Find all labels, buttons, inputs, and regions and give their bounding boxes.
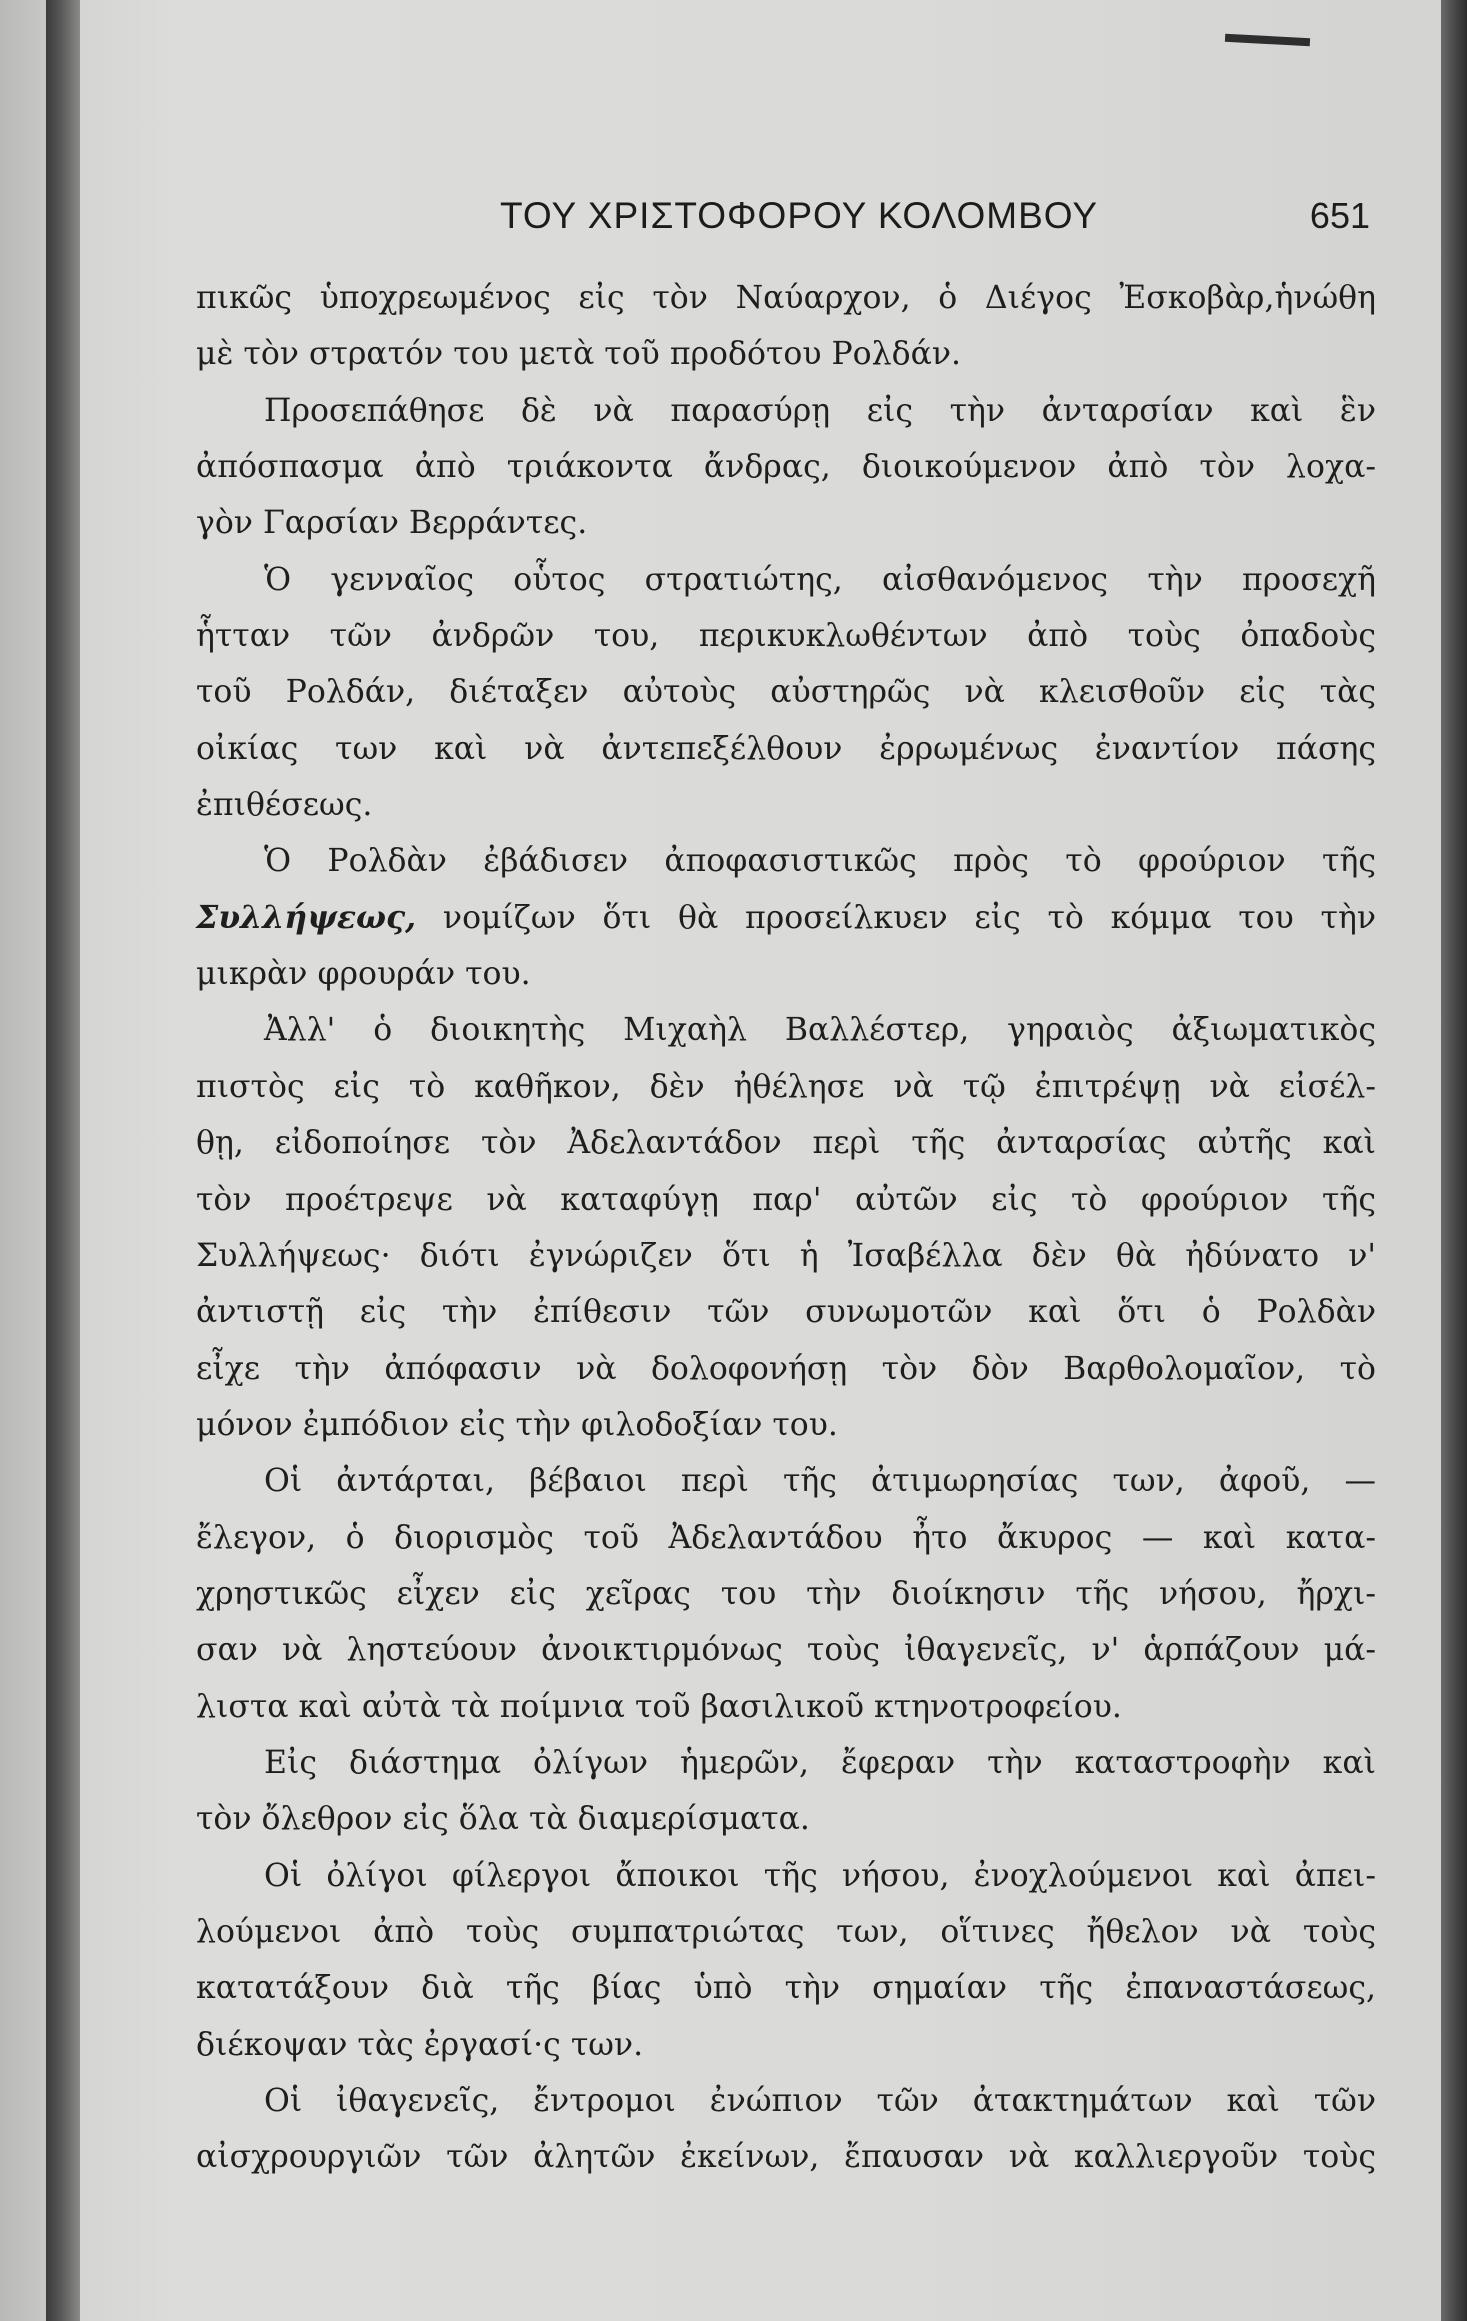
- line-text: διέκοψαν τὰς ἐργασί·ς των.: [196, 2026, 644, 2063]
- line-text: Ὁ Ρολδὰν ἐβάδισεν ἀποφασιστικῶς πρὸς τὸ φρούριον τῆς: [264, 843, 1376, 880]
- line-text: οἰκίας των καὶ νὰ ἀντεπεξέλθουν ἐρρωμένως ἐναντίον πάσης: [196, 730, 1376, 767]
- text-line: [196, 495, 1376, 551]
- text-line: [196, 552, 1376, 608]
- line-text: εἶχε τὴν ἀπόφασιν νὰ δολοφονήσῃ τὸν δὸν Βαρθολομαῖον, τὸ: [196, 1350, 1376, 1387]
- text-line: [196, 1284, 1376, 1340]
- line-text: μόνον ἐμπόδιον εἰς τὴν φιλοδοξίαν του.: [196, 1406, 838, 1443]
- line-text: λιστα καὶ αὐτὰ τὰ ποίμνια τοῦ βασιλικοῦ κτηνοτροφείου.: [196, 1688, 1122, 1725]
- line-text: τὸν προέτρεψε νὰ καταφύγῃ παρ' αὐτῶν εἰς τὸ φρούριον τῆς: [196, 1181, 1376, 1218]
- text-line: [196, 946, 1376, 1002]
- text-line: [196, 1566, 1376, 1622]
- text-line: [196, 2129, 1376, 2185]
- binding-edge: [0, 0, 46, 2321]
- line-text: σαν νὰ ληστεύουν ἀνοικτιρμόνως τοὺς ἰθαγενεῖς, ν' ἁρπάζουν μά-: [196, 1632, 1376, 1669]
- text-line: [196, 833, 1376, 889]
- line-text: κατατάξουν διὰ τῆς βίας ὑπὸ τὴν σημαίαν τῆς ἐπαναστάσεως,: [196, 1970, 1376, 2007]
- running-title: ΤΟΥ ΧΡΙΣΤΟΦΟΡΟΥ ΚΟΛΟΜΒΟΥ: [500, 195, 1099, 236]
- italic-word: Συλλήψεως,: [196, 898, 417, 936]
- line-text: πιστὸς εἰς τὸ καθῆκον, δὲν ἠθέλησε νὰ τῷ ἐπιτρέψῃ νὰ εἰσέλ-: [196, 1068, 1376, 1105]
- text-line: [196, 383, 1376, 439]
- text-line: [196, 1960, 1376, 2016]
- line-text: νομίζων ὅτι θὰ προσείλκυεν εἰς τὸ κόμμα του τὴν: [416, 899, 1376, 936]
- line-text: αἰσχρουργιῶν τῶν ἀλητῶν ἐκείνων, ἔπαυσαν νὰ καλλιεργοῦν τοὺς: [196, 2139, 1376, 2176]
- line-text: τοῦ Ρολδάν, διέταξεν αὐτοὺς αὐστηρῶς νὰ κλεισθοῦν εἰς τὰς: [196, 674, 1376, 711]
- line-text: Ἀλλ' ὁ διοικητὴς Μιχαὴλ Βαλλέστερ, γηραιὸς ἀξιωματικὸς: [264, 1012, 1376, 1049]
- right-page-edge: [1441, 0, 1467, 2321]
- text-line: [196, 1453, 1376, 1509]
- line-text: θῃ, εἰδοποίησε τὸν Ἀδελαντάδον περὶ τῆς ἀνταρσίας αὐτῆς καὶ: [196, 1125, 1376, 1162]
- line-text: Οἱ ἰθαγενεῖς, ἔντρομοι ἐνώπιον τῶν ἀτακτημάτων καὶ τῶν: [264, 2083, 1376, 2119]
- text-line: [196, 1002, 1376, 1058]
- text-line: [196, 1397, 1376, 1453]
- line-text: λούμενοι ἀπὸ τοὺς συμπατριώτας των, οἵτινες ἤθελον νὰ τοὺς: [196, 1913, 1376, 1950]
- text-line: [196, 777, 1376, 833]
- line-text: ἧτταν τῶν ἀνδρῶν του, περικυκλωθέντων ἀπὸ τοὺς ὀπαδοὺς: [196, 618, 1376, 655]
- text-line: [196, 664, 1376, 720]
- text-line: [196, 1115, 1376, 1171]
- line-text: Ὁ γενναῖος οὗτος στρατιώτης, αἰσθανόμενος τὴν προσεχῆ: [264, 561, 1376, 598]
- page-number: 651: [1309, 195, 1370, 236]
- line-text: Προσεπάθησε δὲ νὰ παρασύρῃ εἰς τὴν ἀνταρσίαν καὶ ἓν: [264, 392, 1376, 429]
- text-line: [196, 1904, 1376, 1960]
- line-text: Οἱ ὀλίγοι φίλεργοι ἄποικοι τῆς νήσου, ἐνοχλούμενοι καὶ ἀπει-: [264, 1857, 1376, 1894]
- text-line: [196, 1059, 1376, 1115]
- line-text: γὸν Γαρσίαν Βερράντες.: [196, 505, 588, 542]
- line-text: ἔλεγον, ὁ διορισμὸς τοῦ Ἀδελαντάδου ἦτο ἄκυρος — καὶ κατα-: [196, 1519, 1376, 1556]
- text-line: [196, 2073, 1376, 2129]
- page-header: [190, 195, 1390, 245]
- line-text: χρηστικῶς εἶχεν εἰς χεῖρας του τὴν διοίκησιν τῆς νήσου, ἤρχι-: [196, 1575, 1376, 1612]
- line-text: πικῶς ὑποχρεωμένος εἰς τὸν Ναύαρχον, ὁ Διέγος Ἐσκοβὰρ,ἡνώθη: [196, 280, 1376, 316]
- text-line: [196, 721, 1376, 777]
- text-line: [196, 270, 1376, 326]
- line-text: μικρὰν φρουράν του.: [196, 956, 531, 993]
- line-text: τὸν ὄλεθρον εἰς ὅλα τὰ διαμερίσματα.: [196, 1801, 810, 1838]
- text-line: [196, 439, 1376, 495]
- line-text: μὲ τὸν στρατόν του μετὰ τοῦ προδότου Ρολδάν.: [196, 336, 962, 373]
- body-text: [196, 270, 1376, 2186]
- line-text: ἀντιστῇ εἰς τὴν ἐπίθεσιν τῶν συνωμοτῶν καὶ ὅτι ὁ Ρολδὰν: [196, 1294, 1376, 1331]
- text-line: [196, 1679, 1376, 1735]
- text-line: [196, 1228, 1376, 1284]
- text-line: [196, 608, 1376, 664]
- line-text: ἐπιθέσεως.: [196, 787, 373, 824]
- text-line: [196, 1341, 1376, 1397]
- line-text: Οἱ ἀντάρται, βέβαιοι περὶ τῆς ἀτιμωρησίας των, ἀφοῦ, —: [264, 1463, 1376, 1500]
- line-text: Εἰς διάστημα ὀλίγων ἡμερῶν, ἔφεραν τὴν καταστροφὴν καὶ: [264, 1744, 1376, 1781]
- text-line: [196, 1510, 1376, 1566]
- line-text: Συλλήψεως· διότι ἐγνώριζεν ὅτι ἡ Ἰσαβέλλα δὲν θὰ ἠδύνατο ν': [196, 1237, 1376, 1274]
- line-text: ἀπόσπασμα ἀπὸ τριάκοντα ἄνδρας, διοικούμενον ἀπὸ τὸν λοχα-: [196, 449, 1376, 486]
- text-line: [196, 1172, 1376, 1228]
- text-line: [196, 1622, 1376, 1678]
- text-line: [196, 326, 1376, 382]
- text-line: [196, 1735, 1376, 1791]
- text-line: [196, 1791, 1376, 1847]
- text-line: [196, 890, 1376, 946]
- text-line: [196, 1848, 1376, 1904]
- text-line: [196, 2017, 1376, 2073]
- book-binding-shadow: [46, 0, 80, 2321]
